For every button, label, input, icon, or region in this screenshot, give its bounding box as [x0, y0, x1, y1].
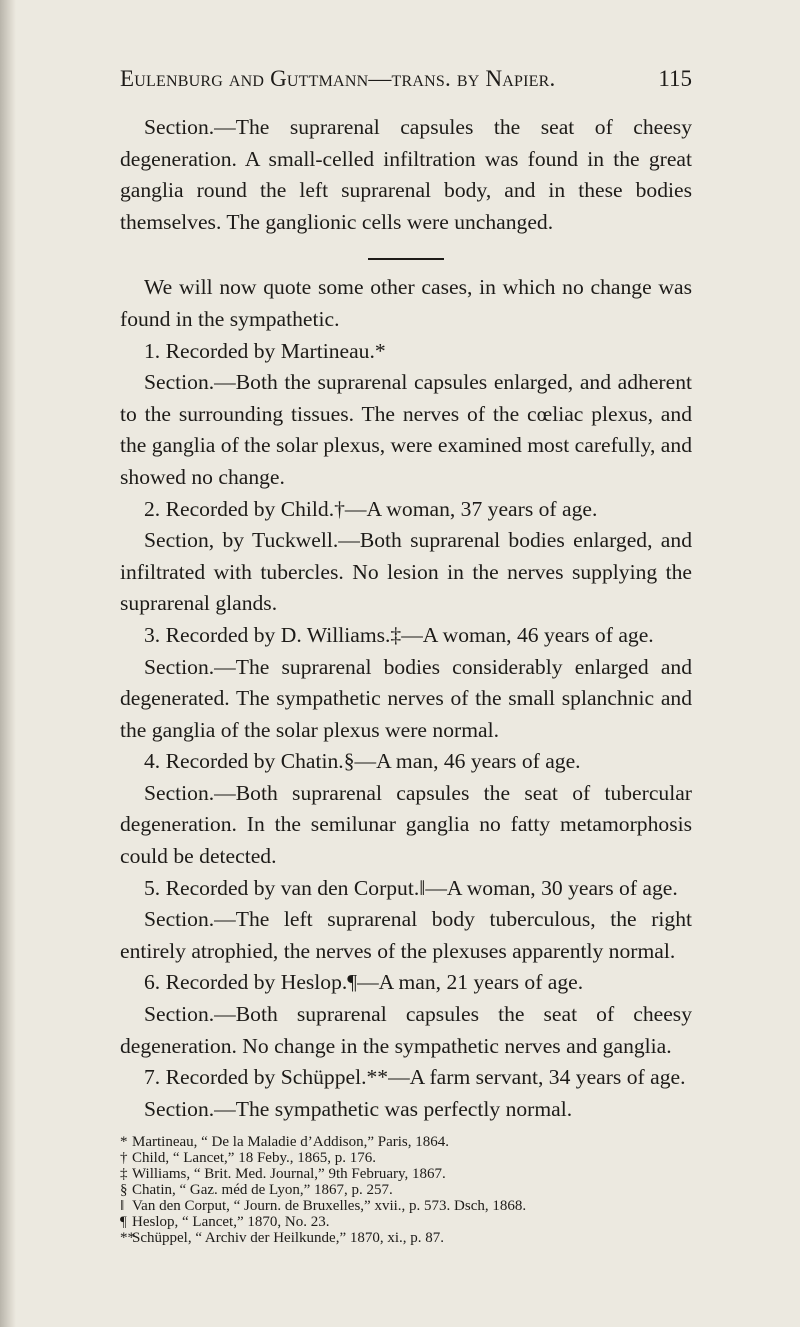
paragraph: Section.—Both the suprarenal capsules enlarged, and adherent to the surrounding tissues. The nerves of the cœliac plexus, and the ganglia of the solar plexus, were examined most carefully, and showed no change.: [120, 370, 692, 489]
paragraph: 4. Recorded by Chatin.§—A man, 46 years of age.: [144, 749, 581, 774]
paragraph: 3. Recorded by D. Williams.‡—A woman, 46 years of age.: [144, 622, 654, 647]
paragraph: Section.—Both suprarenal capsules the seat of tubercular degeneration. In the semilunar ganglia no fatty metamorphosis could be detected.: [120, 780, 692, 869]
footnote-mark: **: [120, 1230, 135, 1246]
section-divider: [120, 238, 692, 272]
footnote: [120, 1134, 692, 1150]
footnotes: [120, 1134, 692, 1246]
footnote-text: Child, “ Lancet,” 18 Feby., 1865, p. 176.: [132, 1150, 376, 1166]
divider-rule: [368, 258, 444, 260]
body-text: [120, 112, 692, 1125]
footnote: [120, 1182, 692, 1198]
paragraph: Section.—The suprarenal bodies considerably enlarged and degenerated. The sympathetic nerves of the small splanchnic and the ganglia of the solar plexus were normal.: [120, 654, 692, 742]
footnote: [120, 1230, 692, 1246]
footnote-mark: §: [120, 1182, 128, 1198]
paragraph: 2. Recorded by Child.†—A woman, 37 years of age.: [144, 496, 598, 521]
paragraph: Section.—The suprarenal capsules the seat of cheesy degeneration. A small-celled infiltration was found in the great ganglia round the left suprarenal body, and in these bodies themselves. The ganglionic cells were unchanged.: [120, 115, 692, 234]
paragraph: Section, by Tuckwell.—Both suprarenal bodies enlarged, and infiltrated with tubercles. No lesion in the nerves supplying the suprarenal glands.: [120, 528, 692, 616]
footnote-text: Martineau, “ De la Maladie d’Addison,” Paris, 1864.: [132, 1134, 449, 1150]
footnote-mark: ‡: [120, 1166, 128, 1182]
footnote-text: Van den Corput, “ Journ. de Bruxelles,” xvii., p. 573. Dsch, 1868.: [132, 1198, 527, 1214]
footnote-mark: ¶: [120, 1214, 127, 1230]
footnote-text: Williams, “ Brit. Med. Journal,” 9th February, 1867.: [132, 1166, 446, 1182]
paragraph: 7. Recorded by Schüppel.**—A farm servant, 34 years of age.: [144, 1065, 686, 1090]
paragraph: Section.—The left suprarenal body tuberculous, the right entirely atrophied, the nerves of the plexuses apparently normal.: [120, 907, 692, 963]
paragraph: 5. Recorded by van den Corput.‖—A woman, 30 years of age.: [144, 875, 678, 900]
paragraph: Section.—The sympathetic was perfectly normal.: [144, 1096, 573, 1121]
footnote-text: Heslop, “ Lancet,” 1870, No. 23.: [132, 1214, 330, 1230]
paragraph: 1. Recorded by Martineau.*: [144, 338, 386, 363]
paragraph: We will now quote some other cases, in which no change was found in the sympathetic.: [120, 275, 692, 331]
page-number: 115: [658, 66, 692, 91]
paragraph: 6. Recorded by Heslop.¶—A man, 21 years of age.: [144, 970, 584, 995]
footnote-mark: †: [120, 1150, 128, 1166]
page-header: [120, 66, 692, 98]
footnote-mark: *: [120, 1134, 128, 1150]
footnote: [120, 1198, 692, 1214]
footnote-mark: ‖: [120, 1198, 125, 1214]
footnote-text: Chatin, “ Gaz. méd de Lyon,” 1867, p. 257.: [132, 1182, 393, 1198]
footnote-text: Schüppel, “ Archiv der Heilkunde,” 1870, xi., p. 87.: [132, 1230, 445, 1246]
running-head: Eulenburg and Guttmann—trans. by Napier.: [120, 66, 556, 91]
footnote: [120, 1214, 692, 1230]
footnote: [120, 1166, 692, 1182]
page-spine-shadow: [0, 0, 16, 1327]
footnote: [120, 1150, 692, 1166]
paragraph: Section.—Both suprarenal capsules the seat of cheesy degeneration. No change in the sympathetic nerves and ganglia.: [120, 1002, 692, 1058]
